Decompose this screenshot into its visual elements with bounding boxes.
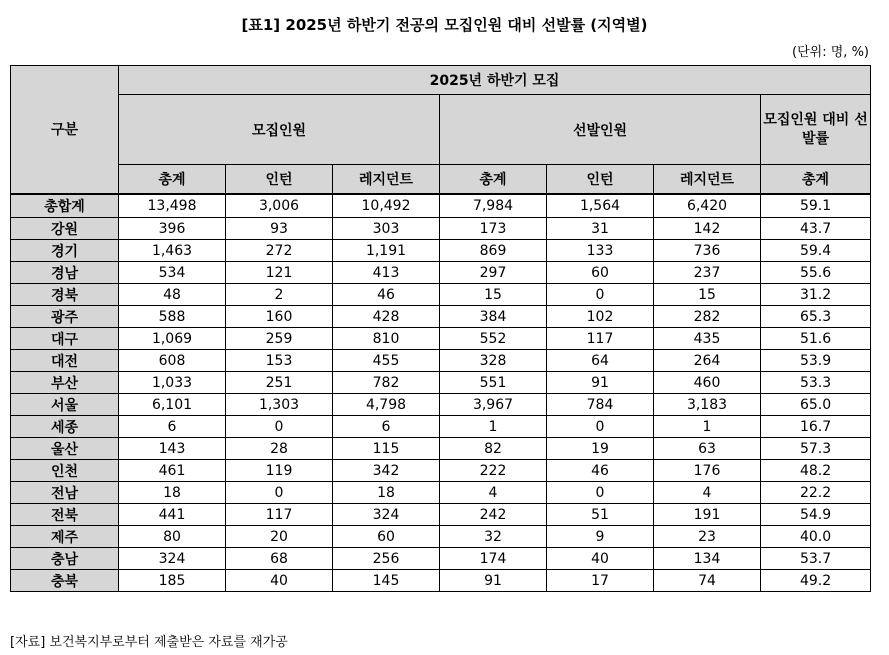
table-row [11, 548, 871, 570]
value-cell-rec-resident: 60 [333, 526, 440, 548]
table-row [11, 460, 871, 482]
value-cell-sel-intern: 17 [547, 570, 654, 592]
header-rec-intern: 인턴 [226, 165, 333, 194]
value-cell-sel-intern: 60 [547, 262, 654, 284]
value-cell-sel-total: 7,984 [440, 194, 547, 218]
value-cell-rec-resident: 4,798 [333, 394, 440, 416]
value-cell-rate: 59.4 [761, 240, 871, 262]
region-cell: 전남 [11, 482, 119, 504]
value-cell-rate: 54.9 [761, 504, 871, 526]
value-cell-rec-total: 324 [119, 548, 226, 570]
value-cell-rec-total: 396 [119, 218, 226, 240]
region-cell: 충남 [11, 548, 119, 570]
header-sel-resident: 레지던트 [654, 165, 761, 194]
value-cell-sel-total: 222 [440, 460, 547, 482]
value-cell-rec-intern: 0 [226, 482, 333, 504]
header-selected: 선발인원 [440, 95, 761, 165]
value-cell-sel-resident: 4 [654, 482, 761, 504]
value-cell-sel-resident: 142 [654, 218, 761, 240]
value-cell-rec-intern: 2 [226, 284, 333, 306]
region-cell: 서울 [11, 394, 119, 416]
value-cell-rec-resident: 6 [333, 416, 440, 438]
table-row [11, 526, 871, 548]
region-cell: 강원 [11, 218, 119, 240]
table-row [11, 306, 871, 328]
value-cell-sel-resident: 282 [654, 306, 761, 328]
table-row [11, 438, 871, 460]
value-cell-rate: 51.6 [761, 328, 871, 350]
value-cell-sel-resident: 6,420 [654, 194, 761, 218]
value-cell-sel-resident: 74 [654, 570, 761, 592]
value-cell-sel-intern: 64 [547, 350, 654, 372]
value-cell-sel-total: 384 [440, 306, 547, 328]
region-cell: 부산 [11, 372, 119, 394]
value-cell-rec-resident: 782 [333, 372, 440, 394]
value-cell-sel-intern: 51 [547, 504, 654, 526]
table-row [11, 262, 871, 284]
value-cell-rec-intern: 153 [226, 350, 333, 372]
value-cell-sel-resident: 23 [654, 526, 761, 548]
table-row [11, 482, 871, 504]
value-cell-sel-total: 32 [440, 526, 547, 548]
value-cell-rec-intern: 160 [226, 306, 333, 328]
value-cell-rec-intern: 251 [226, 372, 333, 394]
value-cell-rate: 53.3 [761, 372, 871, 394]
table-row [11, 570, 871, 592]
value-cell-rec-total: 80 [119, 526, 226, 548]
value-cell-sel-intern: 0 [547, 482, 654, 504]
value-cell-rec-total: 185 [119, 570, 226, 592]
value-cell-rec-resident: 413 [333, 262, 440, 284]
value-cell-sel-resident: 176 [654, 460, 761, 482]
region-cell: 광주 [11, 306, 119, 328]
value-cell-rec-resident: 46 [333, 284, 440, 306]
table-row [11, 504, 871, 526]
table-row-total [11, 194, 871, 218]
value-cell-rate: 49.2 [761, 570, 871, 592]
value-cell-rate: 43.7 [761, 218, 871, 240]
value-cell-rate: 40.0 [761, 526, 871, 548]
value-cell-rate: 65.0 [761, 394, 871, 416]
value-cell-rec-resident: 303 [333, 218, 440, 240]
value-cell-sel-intern: 40 [547, 548, 654, 570]
value-cell-sel-total: 869 [440, 240, 547, 262]
value-cell-rec-total: 48 [119, 284, 226, 306]
region-cell: 인천 [11, 460, 119, 482]
value-cell-rec-intern: 0 [226, 416, 333, 438]
value-cell-rec-resident: 342 [333, 460, 440, 482]
value-cell-rec-intern: 40 [226, 570, 333, 592]
value-cell-rec-resident: 145 [333, 570, 440, 592]
value-cell-rate: 55.6 [761, 262, 871, 284]
value-cell-sel-total: 1 [440, 416, 547, 438]
value-cell-rate: 59.1 [761, 194, 871, 218]
header-rate-total: 총계 [761, 165, 871, 194]
value-cell-rec-intern: 117 [226, 504, 333, 526]
header-recruited: 모집인원 [119, 95, 440, 165]
table-row [11, 372, 871, 394]
value-cell-sel-total: 297 [440, 262, 547, 284]
value-cell-rec-intern: 121 [226, 262, 333, 284]
selection-rate-table [10, 65, 871, 592]
value-cell-sel-intern: 91 [547, 372, 654, 394]
value-cell-sel-total: 552 [440, 328, 547, 350]
table-row [11, 328, 871, 350]
region-cell: 경북 [11, 284, 119, 306]
value-cell-rec-intern: 93 [226, 218, 333, 240]
value-cell-rec-resident: 115 [333, 438, 440, 460]
value-cell-rec-resident: 455 [333, 350, 440, 372]
value-cell-sel-resident: 3,183 [654, 394, 761, 416]
value-cell-rec-resident: 810 [333, 328, 440, 350]
value-cell-sel-resident: 15 [654, 284, 761, 306]
table-row [11, 416, 871, 438]
region-cell: 경기 [11, 240, 119, 262]
value-cell-rec-total: 588 [119, 306, 226, 328]
value-cell-sel-resident: 1 [654, 416, 761, 438]
value-cell-sel-intern: 46 [547, 460, 654, 482]
value-cell-rec-resident: 10,492 [333, 194, 440, 218]
value-cell-sel-resident: 736 [654, 240, 761, 262]
value-cell-sel-total: 91 [440, 570, 547, 592]
region-cell: 경남 [11, 262, 119, 284]
table-body [11, 194, 871, 592]
value-cell-sel-intern: 19 [547, 438, 654, 460]
value-cell-sel-intern: 102 [547, 306, 654, 328]
value-cell-sel-total: 82 [440, 438, 547, 460]
value-cell-sel-resident: 435 [654, 328, 761, 350]
value-cell-sel-intern: 117 [547, 328, 654, 350]
value-cell-sel-total: 173 [440, 218, 547, 240]
value-cell-rec-intern: 1,303 [226, 394, 333, 416]
value-cell-rec-total: 1,069 [119, 328, 226, 350]
region-cell: 충북 [11, 570, 119, 592]
value-cell-rec-intern: 119 [226, 460, 333, 482]
value-cell-sel-resident: 63 [654, 438, 761, 460]
value-cell-rec-total: 143 [119, 438, 226, 460]
value-cell-rate: 48.2 [761, 460, 871, 482]
value-cell-rec-total: 1,463 [119, 240, 226, 262]
value-cell-rec-resident: 428 [333, 306, 440, 328]
value-cell-sel-resident: 237 [654, 262, 761, 284]
value-cell-rate: 16.7 [761, 416, 871, 438]
value-cell-rec-intern: 272 [226, 240, 333, 262]
header-sel-intern: 인턴 [547, 165, 654, 194]
value-cell-rec-resident: 256 [333, 548, 440, 570]
value-cell-rec-total: 608 [119, 350, 226, 372]
value-cell-sel-intern: 784 [547, 394, 654, 416]
value-cell-sel-resident: 460 [654, 372, 761, 394]
value-cell-sel-total: 4 [440, 482, 547, 504]
value-cell-rec-intern: 68 [226, 548, 333, 570]
region-cell: 대전 [11, 350, 119, 372]
region-cell: 세종 [11, 416, 119, 438]
value-cell-rec-total: 6,101 [119, 394, 226, 416]
source-note: [자료] 보건복지부로부터 제출받은 자료를 재가공 [10, 635, 288, 650]
region-cell: 총합계 [11, 194, 119, 218]
value-cell-rec-total: 13,498 [119, 194, 226, 218]
value-cell-rec-total: 534 [119, 262, 226, 284]
header-rec-total: 총계 [119, 165, 226, 194]
value-cell-rec-intern: 28 [226, 438, 333, 460]
header-category: 구분 [11, 66, 119, 194]
header-rec-resident: 레지던트 [333, 165, 440, 194]
value-cell-rate: 31.2 [761, 284, 871, 306]
value-cell-sel-resident: 264 [654, 350, 761, 372]
region-cell: 울산 [11, 438, 119, 460]
value-cell-rate: 65.3 [761, 306, 871, 328]
value-cell-sel-total: 3,967 [440, 394, 547, 416]
region-cell: 제주 [11, 526, 119, 548]
value-cell-rec-total: 18 [119, 482, 226, 504]
value-cell-rec-resident: 18 [333, 482, 440, 504]
value-cell-rec-total: 6 [119, 416, 226, 438]
value-cell-rate: 22.2 [761, 482, 871, 504]
value-cell-rec-total: 441 [119, 504, 226, 526]
value-cell-rec-total: 461 [119, 460, 226, 482]
value-cell-rate: 53.7 [761, 548, 871, 570]
value-cell-sel-intern: 0 [547, 284, 654, 306]
value-cell-rec-total: 1,033 [119, 372, 226, 394]
value-cell-rec-intern: 20 [226, 526, 333, 548]
header-rate: 모집인원 대비 선발률 [761, 95, 871, 165]
value-cell-sel-resident: 134 [654, 548, 761, 570]
value-cell-rec-intern: 3,006 [226, 194, 333, 218]
value-cell-rate: 57.3 [761, 438, 871, 460]
unit-label: (단위: 명, %) [792, 45, 869, 60]
region-cell: 전북 [11, 504, 119, 526]
value-cell-sel-intern: 0 [547, 416, 654, 438]
value-cell-sel-total: 15 [440, 284, 547, 306]
table-row [11, 284, 871, 306]
value-cell-sel-intern: 9 [547, 526, 654, 548]
table-row [11, 350, 871, 372]
table-row [11, 218, 871, 240]
value-cell-sel-total: 551 [440, 372, 547, 394]
value-cell-sel-total: 174 [440, 548, 547, 570]
value-cell-sel-intern: 31 [547, 218, 654, 240]
header-period: 2025년 하반기 모집 [119, 66, 871, 95]
value-cell-rec-resident: 1,191 [333, 240, 440, 262]
header-sel-total: 총계 [440, 165, 547, 194]
region-cell: 대구 [11, 328, 119, 350]
value-cell-rate: 53.9 [761, 350, 871, 372]
value-cell-sel-resident: 191 [654, 504, 761, 526]
value-cell-sel-total: 328 [440, 350, 547, 372]
value-cell-sel-intern: 1,564 [547, 194, 654, 218]
value-cell-sel-intern: 133 [547, 240, 654, 262]
value-cell-rec-resident: 324 [333, 504, 440, 526]
table-title: [표1] 2025년 하반기 전공의 모집인원 대비 선발률 (지역별) [241, 16, 648, 34]
value-cell-sel-total: 242 [440, 504, 547, 526]
table-row [11, 394, 871, 416]
value-cell-rec-intern: 259 [226, 328, 333, 350]
table-row [11, 240, 871, 262]
